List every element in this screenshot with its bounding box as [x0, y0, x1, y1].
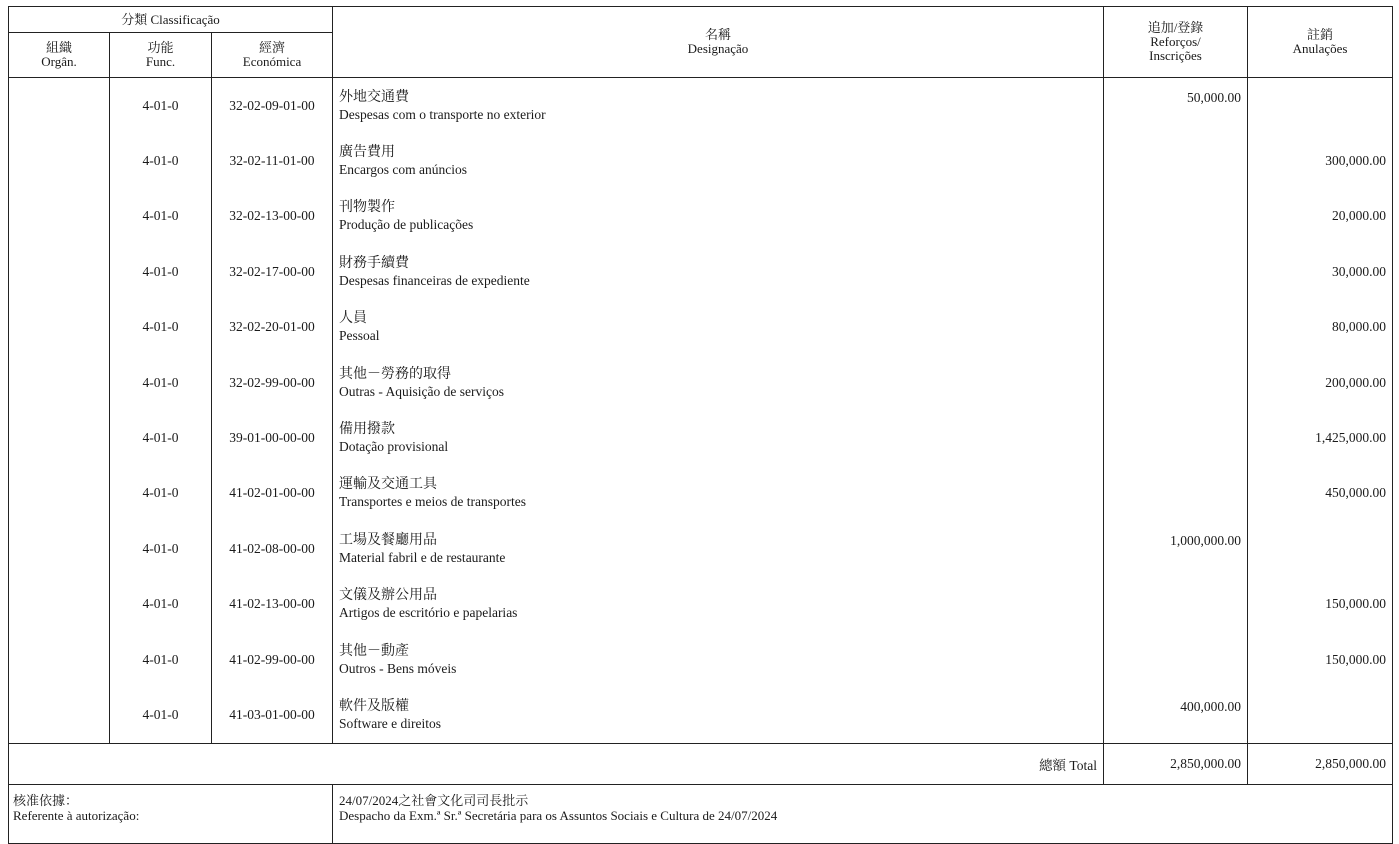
reinforce-header — [1104, 7, 1248, 78]
cancel-cell: 20,000.00 — [1248, 189, 1393, 244]
func-cell: 4-01-0 — [110, 133, 212, 188]
designation-zh: 外地交通費 — [339, 89, 409, 105]
func-header-pt: Func. — [145, 54, 176, 69]
designation-zh: 其他－動產 — [339, 643, 409, 659]
designation-pt: Despesas financeiras de expediente — [339, 272, 530, 288]
econ-cell: 32-02-20-01-00 — [212, 300, 333, 355]
organ-cell — [9, 687, 110, 743]
designation-pt: Material fabril e de restaurante — [339, 549, 506, 565]
budget-table — [8, 6, 1393, 844]
designation-zh: 其他－勞務的取得 — [339, 366, 451, 382]
econ-cell: 41-02-13-00-00 — [212, 577, 333, 632]
designation-zh: 軟件及版權 — [339, 698, 409, 714]
econ-cell: 32-02-09-01-00 — [212, 78, 333, 134]
organ-cell — [9, 632, 110, 687]
reinforce-cell — [1104, 189, 1248, 244]
cancel-cell: 150,000.00 — [1248, 577, 1393, 632]
total-cancel: 2,850,000.00 — [1248, 743, 1393, 784]
econ-cell: 32-02-11-01-00 — [212, 133, 333, 188]
table-row — [9, 687, 1393, 743]
econ-cell: 39-01-00-00-00 — [212, 410, 333, 465]
designation-zh: 文儀及辦公用品 — [339, 588, 437, 604]
reinforce-header-zh: 追加/登錄 — [1147, 20, 1204, 35]
budget-document — [8, 6, 1392, 823]
organ-cell — [9, 300, 110, 355]
designation-cell — [333, 577, 1104, 632]
table-row — [9, 466, 1393, 521]
table-row — [9, 632, 1393, 687]
organ-cell — [9, 244, 110, 299]
organ-cell — [9, 410, 110, 465]
organ-cell — [9, 355, 110, 410]
total-reinforce: 2,850,000.00 — [1104, 743, 1248, 784]
cancel-cell: 200,000.00 — [1248, 355, 1393, 410]
designation-cell — [333, 133, 1104, 188]
func-header — [110, 33, 212, 78]
econ-cell: 32-02-13-00-00 — [212, 189, 333, 244]
designation-zh: 工場及餐廳用品 — [339, 532, 437, 548]
reinforce-cell — [1104, 133, 1248, 188]
organ-cell — [9, 133, 110, 188]
reinforce-header-pt1: Reforços/ — [1150, 34, 1201, 49]
designation-header-pt: Designação — [687, 41, 749, 56]
authorization-text-zh: 24/07/2024之社會文化司司長批示 — [339, 792, 529, 808]
func-cell: 4-01-0 — [110, 244, 212, 299]
table-row — [9, 355, 1393, 410]
designation-cell — [333, 410, 1104, 465]
table-row — [9, 577, 1393, 632]
authorization-text — [333, 784, 1393, 843]
cancel-cell: 150,000.00 — [1248, 632, 1393, 687]
designation-header — [333, 7, 1104, 78]
func-cell: 4-01-0 — [110, 78, 212, 134]
func-cell: 4-01-0 — [110, 410, 212, 465]
func-cell: 4-01-0 — [110, 687, 212, 743]
designation-cell — [333, 466, 1104, 521]
func-cell: 4-01-0 — [110, 355, 212, 410]
func-cell: 4-01-0 — [110, 577, 212, 632]
table-row — [9, 521, 1393, 576]
func-cell: 4-01-0 — [110, 189, 212, 244]
reinforce-cell: 1,000,000.00 — [1104, 521, 1248, 576]
func-cell: 4-01-0 — [110, 300, 212, 355]
table-row — [9, 410, 1393, 465]
func-cell: 4-01-0 — [110, 521, 212, 576]
designation-pt: Encargos com anúncios — [339, 162, 467, 178]
table-row — [9, 300, 1393, 355]
cancel-cell: 80,000.00 — [1248, 300, 1393, 355]
designation-zh: 廣告費用 — [339, 145, 395, 161]
authorization-row — [9, 784, 1393, 843]
organ-header — [9, 33, 110, 78]
designation-pt: Pessoal — [339, 328, 380, 344]
reinforce-cell — [1104, 244, 1248, 299]
cancel-cell: 1,425,000.00 — [1248, 410, 1393, 465]
reinforce-cell — [1104, 410, 1248, 465]
reinforce-cell: 50,000.00 — [1104, 78, 1248, 134]
total-label: 總額 Total — [9, 743, 1104, 784]
econ-header-pt: Económica — [242, 54, 302, 69]
designation-pt: Software e direitos — [339, 715, 441, 731]
reinforce-cell — [1104, 355, 1248, 410]
organ-header-pt: Orgân. — [41, 54, 77, 69]
organ-header-zh: 組織 — [45, 40, 72, 55]
designation-cell — [333, 78, 1104, 134]
econ-header-zh: 經濟 — [258, 40, 285, 55]
designation-pt: Dotação provisional — [339, 439, 449, 455]
organ-cell — [9, 189, 110, 244]
designation-cell — [333, 521, 1104, 576]
reinforce-cell: 400,000.00 — [1104, 687, 1248, 743]
econ-cell: 41-03-01-00-00 — [212, 687, 333, 743]
func-cell: 4-01-0 — [110, 632, 212, 687]
func-cell: 4-01-0 — [110, 466, 212, 521]
func-header-zh: 功能 — [147, 40, 174, 55]
authorization-label-zh: 核准依據： — [13, 792, 79, 808]
designation-cell — [333, 687, 1104, 743]
cancel-cell — [1248, 521, 1393, 576]
designation-pt: Transportes e meios de transportes — [339, 494, 526, 510]
authorization-label — [9, 784, 333, 843]
table-body — [9, 78, 1393, 744]
econ-cell: 41-02-99-00-00 — [212, 632, 333, 687]
econ-cell: 32-02-17-00-00 — [212, 244, 333, 299]
designation-header-zh: 名稱 — [704, 27, 731, 42]
authorization-text-pt: Despacho da Exm.ª Sr.ª Secretária para os Assuntos Sociais e Cultura de 24/07/2024 — [339, 807, 778, 823]
organ-cell — [9, 78, 110, 134]
table-row — [9, 244, 1393, 299]
designation-cell — [333, 189, 1104, 244]
designation-zh: 刊物製作 — [339, 200, 395, 216]
cancel-cell: 450,000.00 — [1248, 466, 1393, 521]
reinforce-cell — [1104, 632, 1248, 687]
cancel-header — [1248, 7, 1393, 78]
table-row — [9, 133, 1393, 188]
designation-zh: 財務手續費 — [339, 255, 409, 271]
designation-zh: 備用撥款 — [339, 422, 395, 438]
designation-pt: Produção de publicações — [339, 217, 474, 233]
designation-cell — [333, 244, 1104, 299]
classification-header: 分類 Classificação — [9, 7, 333, 33]
reinforce-cell — [1104, 577, 1248, 632]
total-row — [9, 743, 1393, 784]
organ-cell — [9, 521, 110, 576]
designation-pt: Despesas com o transporte no exterior — [339, 106, 546, 122]
cancel-cell — [1248, 687, 1393, 743]
cancel-header-zh: 註銷 — [1306, 27, 1333, 42]
designation-cell — [333, 632, 1104, 687]
econ-cell: 32-02-99-00-00 — [212, 355, 333, 410]
table-row — [9, 78, 1393, 134]
designation-cell — [333, 300, 1104, 355]
reinforce-cell — [1104, 466, 1248, 521]
designation-zh: 人員 — [339, 311, 367, 327]
econ-cell: 41-02-01-00-00 — [212, 466, 333, 521]
organ-cell — [9, 466, 110, 521]
designation-pt: Artigos de escritório e papelarias — [339, 605, 518, 621]
designation-pt: Outros - Bens móveis — [339, 660, 457, 676]
cancel-cell: 300,000.00 — [1248, 133, 1393, 188]
designation-pt: Outras - Aquisição de serviços — [339, 383, 504, 399]
designation-zh: 運輸及交通工具 — [339, 477, 437, 493]
cancel-cell: 30,000.00 — [1248, 244, 1393, 299]
cancel-cell — [1248, 78, 1393, 134]
authorization-label-pt: Referente à autorização: — [13, 807, 140, 823]
organ-cell — [9, 577, 110, 632]
econ-header — [212, 33, 333, 78]
cancel-header-pt: Anulações — [1292, 41, 1348, 56]
reinforce-header-pt2: Inscrições — [1149, 48, 1202, 63]
reinforce-cell — [1104, 300, 1248, 355]
table-row — [9, 189, 1393, 244]
econ-cell: 41-02-08-00-00 — [212, 521, 333, 576]
designation-cell — [333, 355, 1104, 410]
